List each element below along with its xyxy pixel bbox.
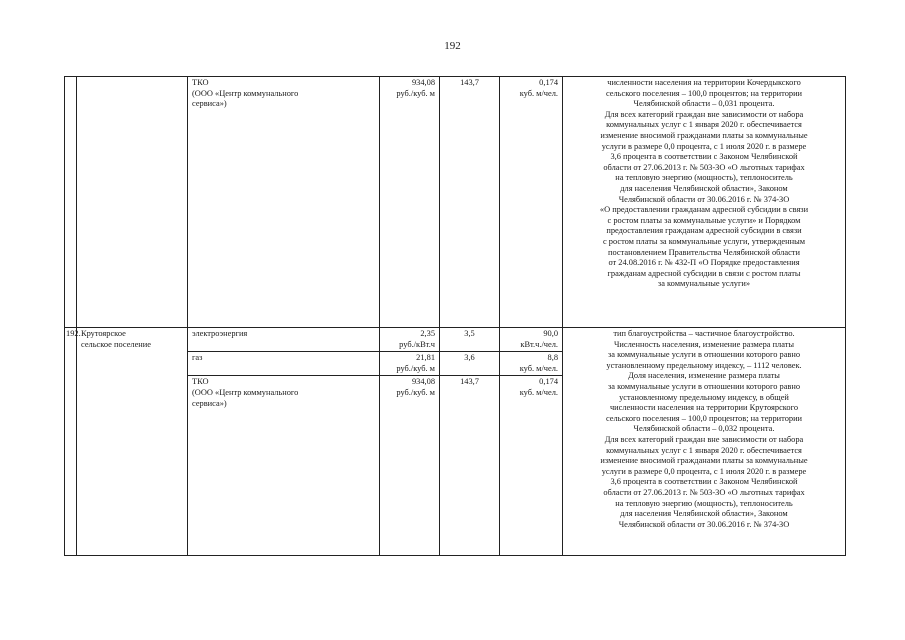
service-name: электроэнергия <box>188 328 380 352</box>
service-volume: 0,174 куб. м/чел. <box>500 77 563 328</box>
service-volume: 90,0 кВт.ч./чел. <box>500 328 563 352</box>
table-body <box>65 77 846 556</box>
settlement-name: Крутоярское сельское поселение <box>77 328 188 556</box>
row-number <box>65 77 77 328</box>
row-description: численности населения на территории Кочердыкского сельского поселения – 100,0 процентов; на территории Челябинской области – 0,031 процента. Для всех категорий граждан вне зависимости от набора коммунальных услуг с 1 января 2020 г. обеспечивается изменение вносимой гражданами платы за коммунальные услуги в размере 0,0 процента, с 1 июля 2020 г. в размере 3,6 процента в соответствии с Законом Челябинской области от 27.06.2013 г. № 503-ЗО «О льготных тарифах на тепловую энергию (мощность), теплоноситель для населения Челябинской области», Законом Челябинской области от 30.06.2016 г. № 374-ЗО «О предоставлении гражданам адресной субсидии в связи с ростом платы за коммунальные услуги» и Порядком предоставления гражданам адресной субсидии в связи с ростом платы за коммунальные услуги, утвержденным постановлением Правительства Челябинской области от 24.08.2016 г. № 432-П «О Порядке предоставления гражданам адресной субсидии в связи с ростом платы за коммунальные услуги» <box>563 77 846 328</box>
tariff-table <box>64 76 846 556</box>
service-growth: 143,7 <box>440 376 500 556</box>
page-number: 192 <box>444 40 461 52</box>
row-description: тип благоустройства – частичное благоустройство. Численность населения, изменение размера платы за коммунальные услуги в отношении которого равно установленному предельному индексу, – 1112 человек. Доля населения, изменение размера платы за коммунальные услуги в отношении которого равно установленному предельному индексу, в общей численности населения на территории Крутоярского сельского поселения – 100,0 процентов; на территории Челябинской области – 0,032 процента. Для всех категорий граждан вне зависимости от набора коммунальных услуг с 1 января 2020 г. обеспечивается изменение вносимой гражданами платы за коммунальные услуги в размере 0,0 процента, с 1 июля 2020 г. в размере 3,6 процента в соответствии с Законом Челябинской области от 27.06.2013 г. № 503-ЗО «О льготных тарифах на тепловую энергию (мощность), теплоноситель для населения Челябинской области», Законом Челябинской области от 30.06.2016 г. № 374-ЗО <box>563 328 846 556</box>
service-tariff: 934,08 руб./куб. м <box>380 376 440 556</box>
table-row <box>65 328 846 352</box>
service-growth: 3,6 <box>440 352 500 376</box>
table-row <box>65 77 846 328</box>
service-growth: 3,5 <box>440 328 500 352</box>
service-tariff: 2,35 руб./кВт.ч <box>380 328 440 352</box>
settlement-name <box>77 77 188 328</box>
service-tariff: 21,81 руб./куб. м <box>380 352 440 376</box>
service-volume: 8,8 куб. м/чел. <box>500 352 563 376</box>
service-tariff: 934,08 руб./куб. м <box>380 77 440 328</box>
service-name: ТКО (ООО «Центр коммунального сервиса») <box>188 77 380 328</box>
service-name: газ <box>188 352 380 376</box>
row-number: 192. <box>65 328 77 556</box>
service-growth: 143,7 <box>440 77 500 328</box>
service-name: ТКО (ООО «Центр коммунального сервиса») <box>188 376 380 556</box>
service-volume: 0,174 куб. м/чел. <box>500 376 563 556</box>
